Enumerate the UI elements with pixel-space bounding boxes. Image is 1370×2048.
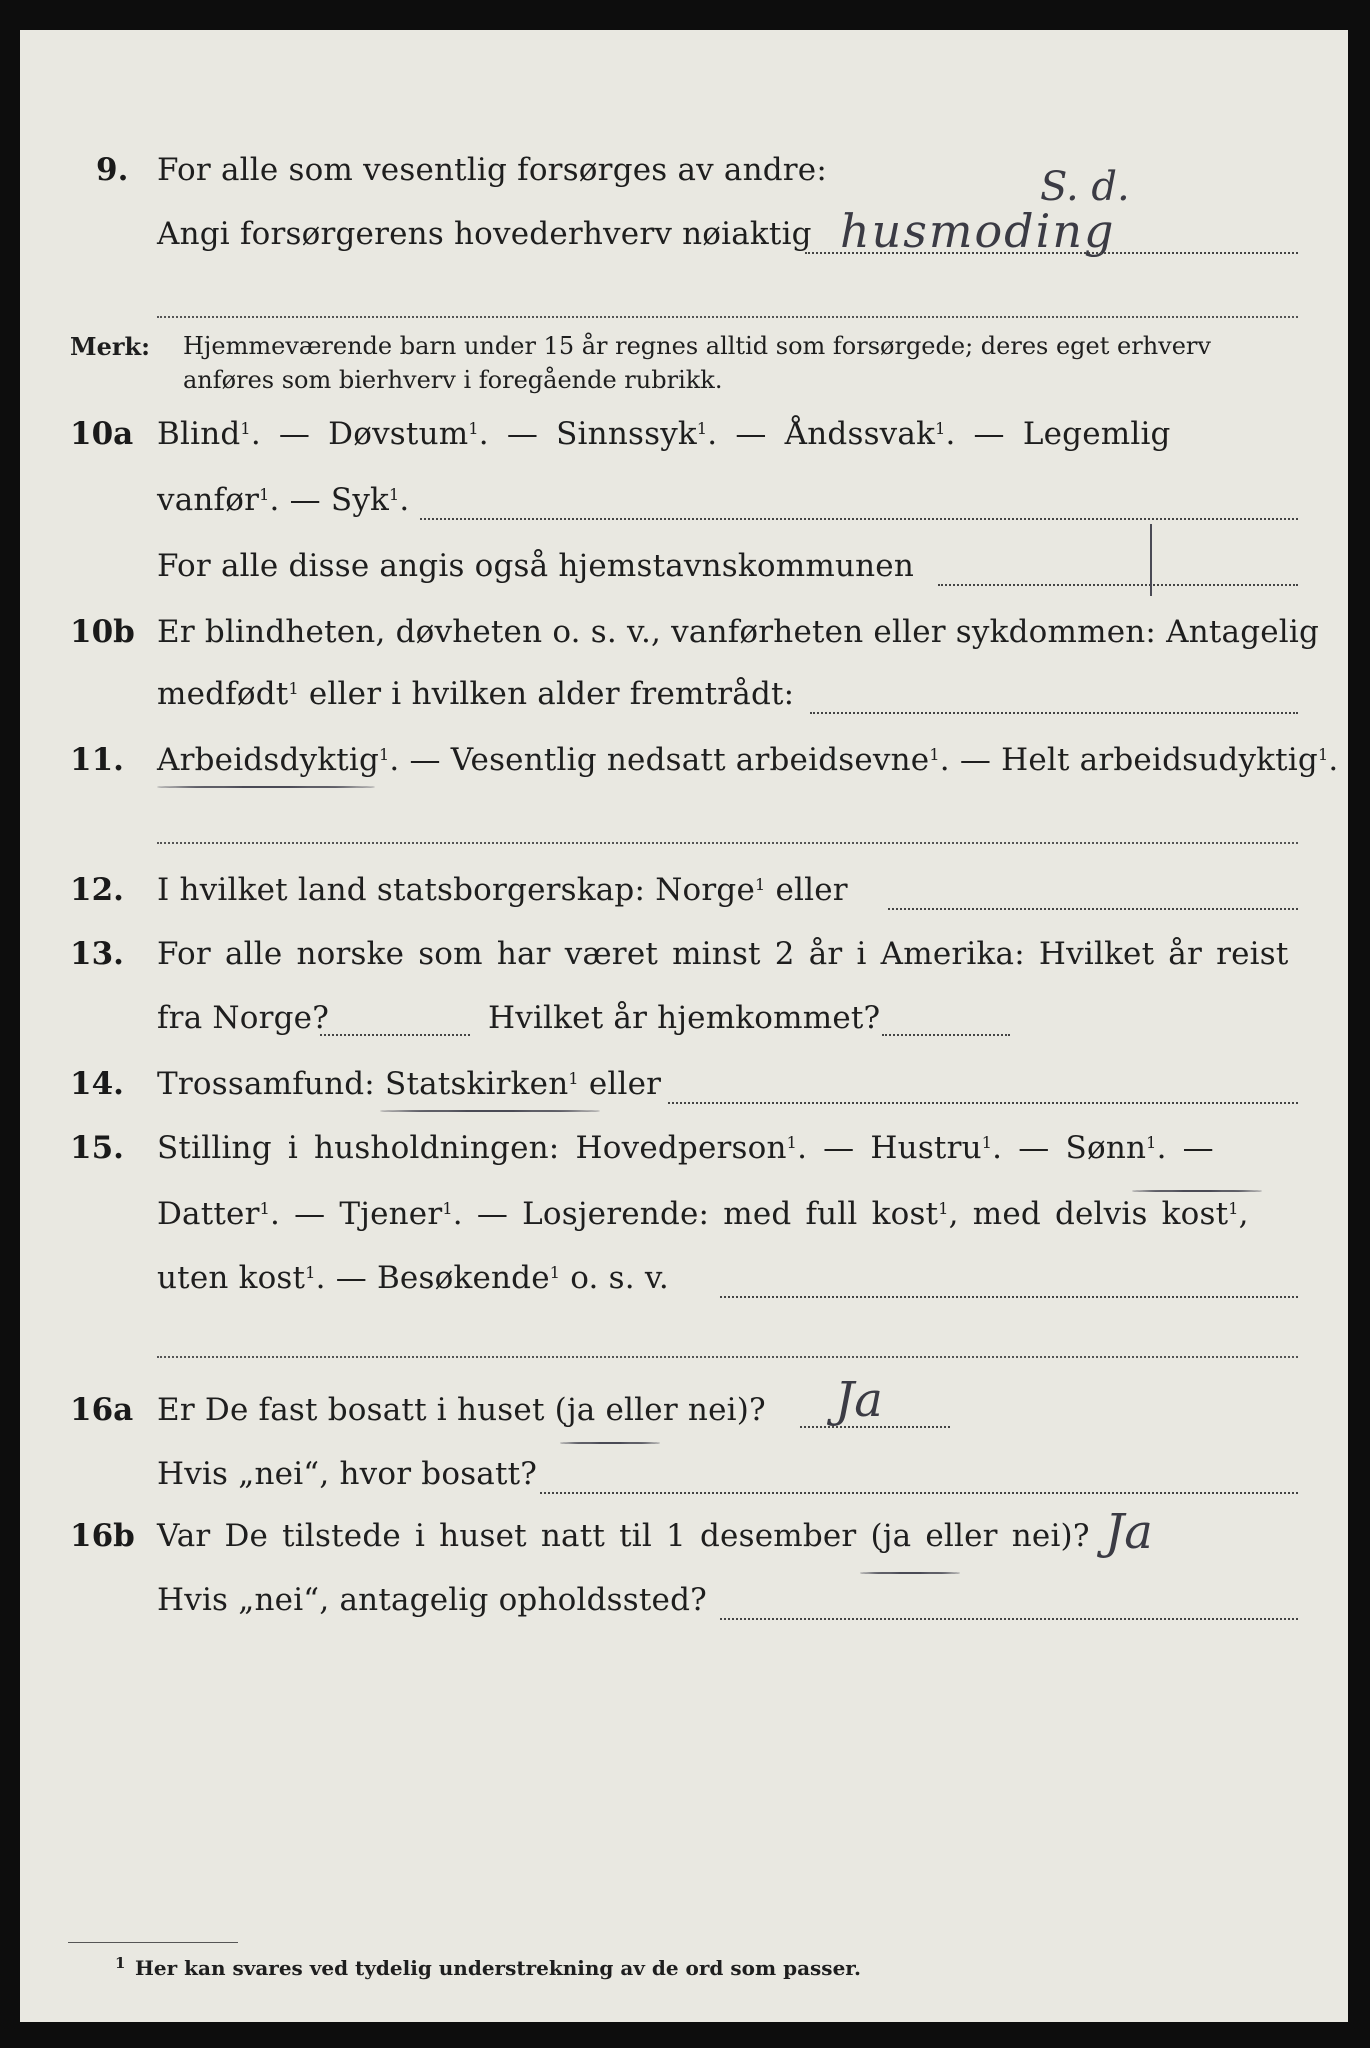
- q15-ink-mark: [1132, 1190, 1262, 1192]
- census-form-page: [20, 30, 1348, 2022]
- q11-answer-underline: [157, 786, 375, 788]
- q16a-answer: Ja: [835, 1372, 883, 1428]
- q10a-line3: For alle disse angis også hjemstavnskommunen: [157, 548, 914, 584]
- q16b-answer-underline: [860, 1572, 960, 1574]
- q11-line: Arbeidsdyktig$^1$. — Vesentlig nedsatt arbeidsevne$^1$. — Helt arbeidsudyktig$^1$.: [157, 742, 1339, 778]
- footnote-marker: 1: [115, 1954, 126, 1972]
- q16b-answer: Ja: [1105, 1504, 1153, 1560]
- q10a-line3-answer: [938, 584, 1298, 586]
- q15-line2: Datter$^1$. — Tjener$^1$. — Losjerende: med full kost$^1$, med delvis kost$^1$,: [157, 1196, 1249, 1232]
- q13-year-returned-line: [882, 1034, 1010, 1036]
- q16a-line1: Er De fast bosatt i huset (ja eller nei)?: [157, 1392, 766, 1428]
- q16a-ink-mark: [560, 1442, 660, 1444]
- q16a-location-line: [540, 1492, 1298, 1494]
- q9-answer-line: [805, 252, 1298, 254]
- merk-line1: Hjemmeværende barn under 15 år regnes alltid som forsørgede; deres eget erhverv: [183, 332, 1211, 360]
- q15-number: 15.: [70, 1130, 124, 1166]
- q16b-location-line: [720, 1618, 1298, 1620]
- q9-line1: For alle som vesentlig forsørges av andre:: [157, 152, 827, 188]
- q9-extra-line: [157, 316, 1298, 318]
- q16a-answer-line: [800, 1426, 950, 1428]
- q13-line2a: fra Norge?: [157, 1000, 330, 1036]
- q16b-number: 16b: [70, 1518, 135, 1554]
- q10b-number: 10b: [70, 614, 135, 650]
- q12-answer-line: [888, 908, 1298, 910]
- q10a-ink-mark: [1150, 524, 1152, 596]
- q14-answer-underline: [380, 1110, 600, 1112]
- q10a-line2: vanfør$^1$. — Syk$^1$.: [157, 482, 410, 518]
- footnote-rule: [68, 1942, 238, 1943]
- q10a-line2-answer: [420, 518, 1298, 520]
- q15-answer-line: [720, 1296, 1298, 1298]
- q12-norge: Norge: [655, 872, 755, 908]
- q16a-number: 16a: [70, 1392, 134, 1428]
- q14-line: Trossamfund: Statskirken$^1$ eller: [157, 1066, 662, 1102]
- q10a-number: 10a: [70, 416, 134, 452]
- footnote-text: Her kan svares ved tydelig understrekning av de ord som passer.: [135, 1956, 861, 1980]
- q9-number: 9.: [96, 152, 129, 188]
- q13-line2b: Hvilket år hjemkommet?: [488, 1000, 881, 1036]
- q9-answer: husmoding: [840, 204, 1116, 258]
- merk-line2: anføres som bierhverv i foregående rubrikk.: [183, 366, 723, 394]
- q11-arbeidsdyktig: Arbeidsdyktig: [157, 742, 380, 778]
- q14-number: 14.: [70, 1066, 124, 1102]
- q13-number: 13.: [70, 936, 124, 972]
- q10b-line2: medfødt$^1$ eller i hvilken alder fremtrådt:: [157, 676, 795, 712]
- q16b-line1: Var De tilstede i huset natt til 1 desember (ja eller nei)?: [157, 1518, 1090, 1554]
- q14-statskirken: Statskirken: [385, 1066, 569, 1102]
- q15-line3: uten kost$^1$. — Besøkende$^1$ o. s. v.: [157, 1260, 669, 1296]
- q9-answer-top: S. d.: [1040, 164, 1130, 210]
- q10b-line1: Er blindheten, døvheten o. s. v., vanførheten eller sykdommen: Antagelig: [157, 614, 1320, 650]
- q13-year-left-line: [320, 1034, 470, 1036]
- q15-extra-line: [157, 1356, 1298, 1358]
- q16b-line2: Hvis „nei“, antagelig opholdssted?: [157, 1582, 707, 1618]
- q10b-answer-line: [810, 712, 1298, 714]
- q12-line: I hvilket land statsborgerskap: Norge$^1$ eller: [157, 872, 848, 908]
- q11-extra-line: [157, 842, 1298, 844]
- q9-line2: Angi forsørgerens hovederhverv nøiaktig: [157, 216, 812, 252]
- q16a-line2: Hvis „nei“, hvor bosatt?: [157, 1456, 538, 1492]
- q14-answer-line: [668, 1102, 1298, 1104]
- q15-line1: Stilling i husholdningen: Hovedperson$^1$. — Hustru$^1$. — Sønn$^1$. —: [157, 1130, 1214, 1166]
- q10a-line1: Blind$^1$. — Døvstum$^1$. — Sinnssyk$^1$. — Åndssvak$^1$. — Legemlig: [157, 416, 1171, 452]
- q12-number: 12.: [70, 872, 124, 908]
- q10a-blind: Blind: [157, 416, 241, 452]
- q11-number: 11.: [70, 742, 124, 778]
- q13-line1: For alle norske som har været minst 2 år i Amerika: Hvilket år reist: [157, 936, 1289, 972]
- merk-label: Merk:: [70, 332, 150, 361]
